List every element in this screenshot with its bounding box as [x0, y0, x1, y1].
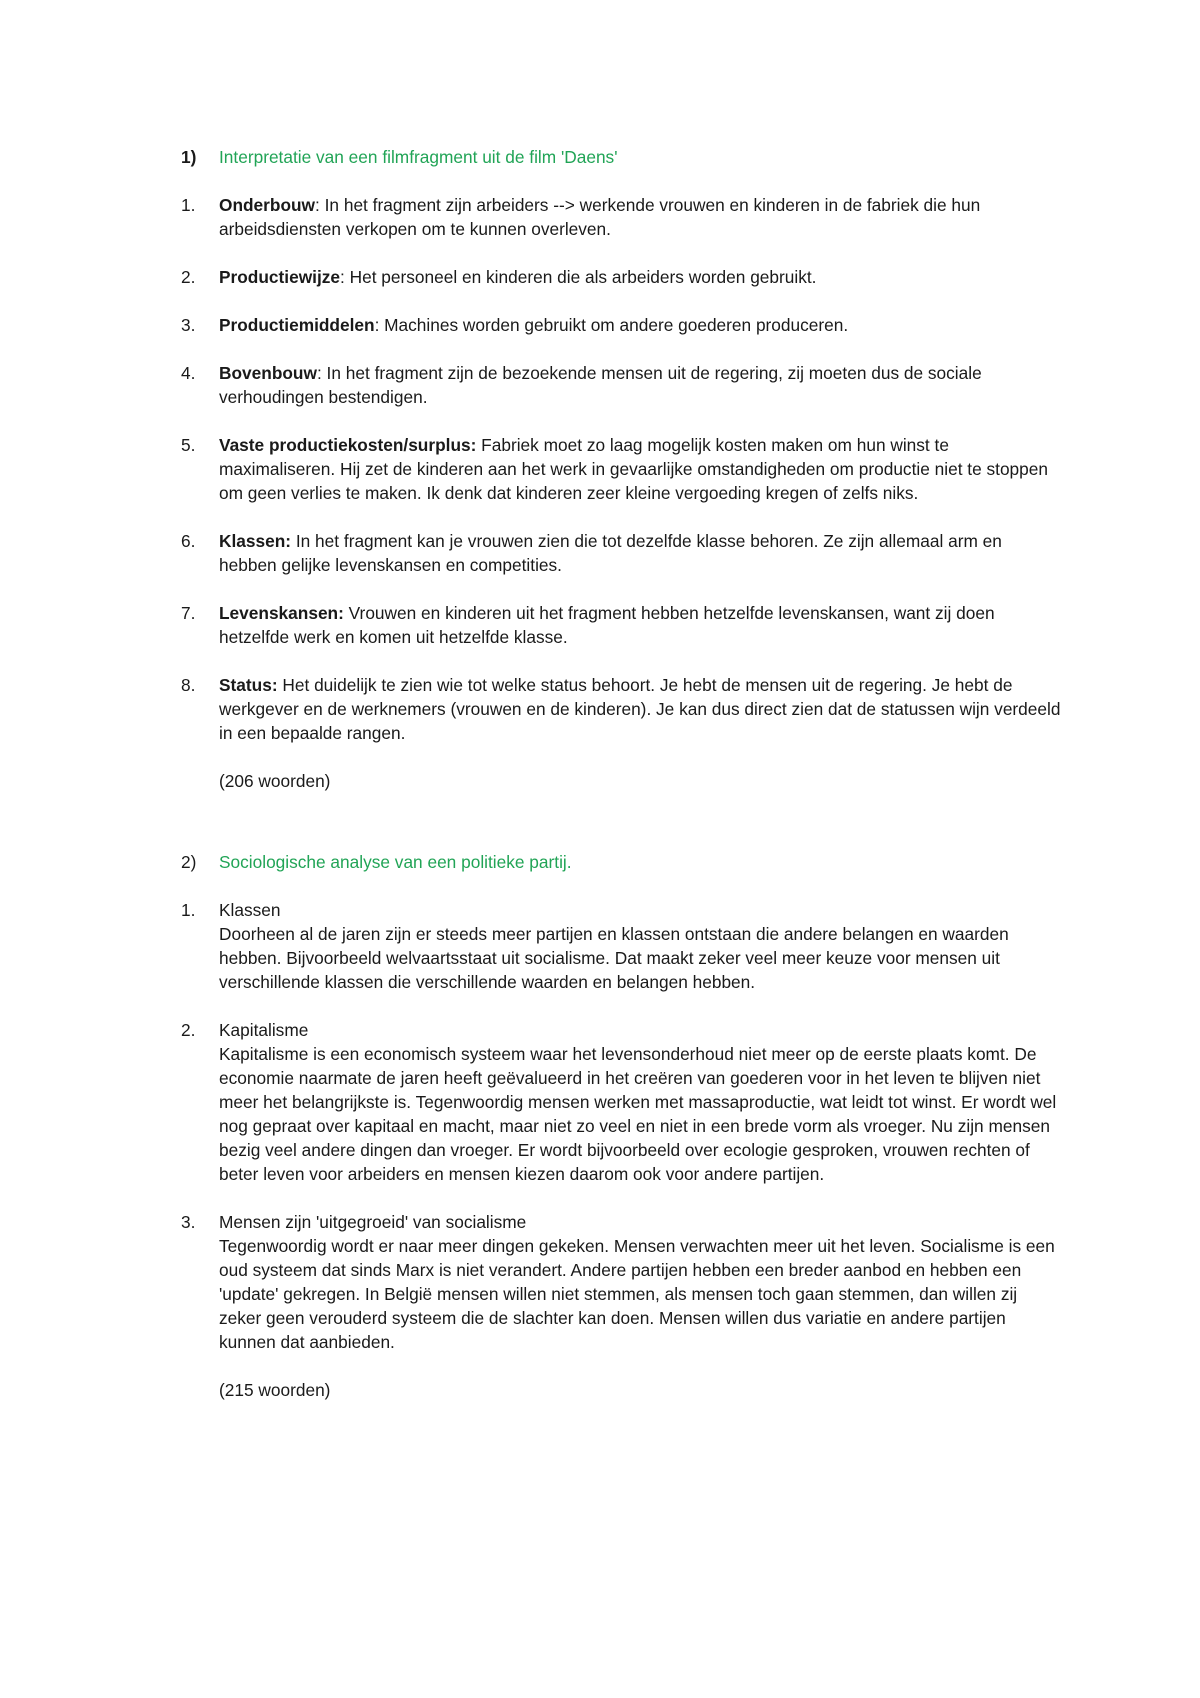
list-item	[181, 313, 1061, 337]
document-body	[181, 145, 1061, 1402]
section-2-wordcount: (215 woorden)	[219, 1380, 331, 1400]
list-item-term: Bovenbouw	[219, 363, 317, 383]
list-item-number: 6.	[181, 531, 196, 551]
list-item-text: Fabriek moet zo laag mogelijk kosten maken om hun winst te maximaliseren. Hij zet de kinderen aan het werk in gevaarlijke omstandigheden om productie niet te stoppen om geen verlies te maken. Ik denk dat kinderen zeer kleine vergoeding kregen of zelfs niks.	[219, 435, 1049, 503]
section-1-wordcount: (206 woorden)	[219, 771, 331, 791]
list-item	[181, 1018, 1061, 1186]
list-item-text: Vrouwen en kinderen uit het fragment hebben hetzelfde levenskansen, want zij doen hetzelfde werk en komen uit hetzelfde klasse.	[219, 603, 995, 647]
list-item	[181, 601, 1061, 649]
section-2-title: Sociologische analyse van een politieke partij.	[219, 852, 572, 872]
list-item-text: : Machines worden gebruikt om andere goederen produceren.	[374, 315, 849, 335]
list-item-text: : In het fragment zijn arbeiders --> werkende vrouwen en kinderen in de fabriek die hun arbeidsdiensten verkopen om te kunnen overleven.	[219, 195, 981, 239]
list-item	[181, 898, 1061, 994]
list-item-number: 8.	[181, 675, 196, 695]
list-item-number: 1.	[181, 900, 196, 920]
list-item	[181, 265, 1061, 289]
list-item-subtitle: Kapitalisme	[219, 1020, 309, 1040]
list-item-term: Onderbouw	[219, 195, 316, 215]
list-item-term: Levenskansen:	[219, 603, 344, 623]
list-item-number: 2.	[181, 267, 196, 287]
list-item-number: 7.	[181, 603, 196, 623]
list-item-text: In het fragment kan je vrouwen zien die tot dezelfde klasse behoren. Ze zijn allemaal arm en hebben gelijke levenskansen en competities.	[219, 531, 1002, 575]
list-item	[181, 673, 1061, 745]
list-item-text: Kapitalisme is een economisch systeem waar het levensonderhoud niet meer op de eerste plaats komt. De economie naarmate de jaren heeft geëvalueerd in het creëren van goederen voor in het leven te blijven niet meer het belangrijkste is. Tegenwoordig mensen werken met massaproductie, wat leidt tot winst. Er wordt wel nog gepraat over kapitaal en macht, maar niet zo veel en niet in een brede vorm als vroeger. Nu zijn mensen bezig veel andere dingen dan vroeger. Er wordt bijvoorbeeld over ecologie gesproken, vrouwen rechten of beter leven voor arbeiders en mensen kiezen daarom ook voor andere partijen.	[219, 1044, 1057, 1184]
list-item-number: 4.	[181, 363, 196, 383]
list-item-number: 1.	[181, 195, 196, 215]
list-item-subtitle: Mensen zijn 'uitgegroeid' van socialisme	[219, 1212, 527, 1232]
list-item-text: Tegenwoordig wordt er naar meer dingen gekeken. Mensen verwachten meer uit het leven. Socialisme is een oud systeem dat sinds Marx is niet verandert. Andere partijen hebben een breder aanbod en hebben een 'update' gekregen. In België mensen willen niet stemmen, als mensen toch gaan stemmen, dan willen zij zeker geen verouderd systeem die de slachter kan doen. Mensen willen dus variatie en andere partijen kunnen dat aanbieden.	[219, 1236, 1055, 1352]
list-item-subtitle: Klassen	[219, 900, 281, 920]
list-item-term: Productiewijze	[219, 267, 340, 287]
list-item	[181, 361, 1061, 409]
list-item-number: 2.	[181, 1020, 196, 1040]
list-item-number: 5.	[181, 435, 196, 455]
list-item-text: Doorheen al de jaren zijn er steeds meer partijen en klassen ontstaan die andere belangen en waarden hebben. Bijvoorbeeld welvaartsstaat uit socialisme. Dat maakt zeker veel meer keuze voor mensen uit verschillende klassen die verschillende waarden en belangen hebben.	[219, 924, 1009, 992]
list-item-term: Productiemiddelen	[219, 315, 375, 335]
section-1-number: 1)	[181, 147, 197, 167]
list-item-term: Vaste productiekosten/surplus:	[219, 435, 477, 455]
list-item-term: Status:	[219, 675, 278, 695]
list-item	[181, 529, 1061, 577]
list-item-text: Het duidelijk te zien wie tot welke status behoort. Je hebt de mensen uit de regering. Je hebt de werkgever en de werknemers (vrouwen en de kinderen). Je kan dus direct zien dat de statussen wijn verdeeld in een bepaalde rangen.	[219, 675, 1061, 743]
section-2-heading	[181, 850, 1061, 874]
section-1-heading	[181, 145, 1061, 169]
list-item-term: Klassen:	[219, 531, 292, 551]
section-1-title: Interpretatie van een filmfragment uit de film 'Daens'	[219, 147, 618, 167]
list-item	[181, 193, 1061, 241]
list-item-text: : Het personeel en kinderen die als arbeiders worden gebruikt.	[340, 267, 817, 287]
list-item	[181, 433, 1061, 505]
list-item-number: 3.	[181, 315, 196, 335]
list-item	[181, 1210, 1061, 1354]
section-2-number: 2)	[181, 852, 197, 872]
list-item-text: : In het fragment zijn de bezoekende mensen uit de regering, zij moeten dus de sociale verhoudingen bestendigen.	[219, 363, 982, 407]
list-item-number: 3.	[181, 1212, 196, 1232]
